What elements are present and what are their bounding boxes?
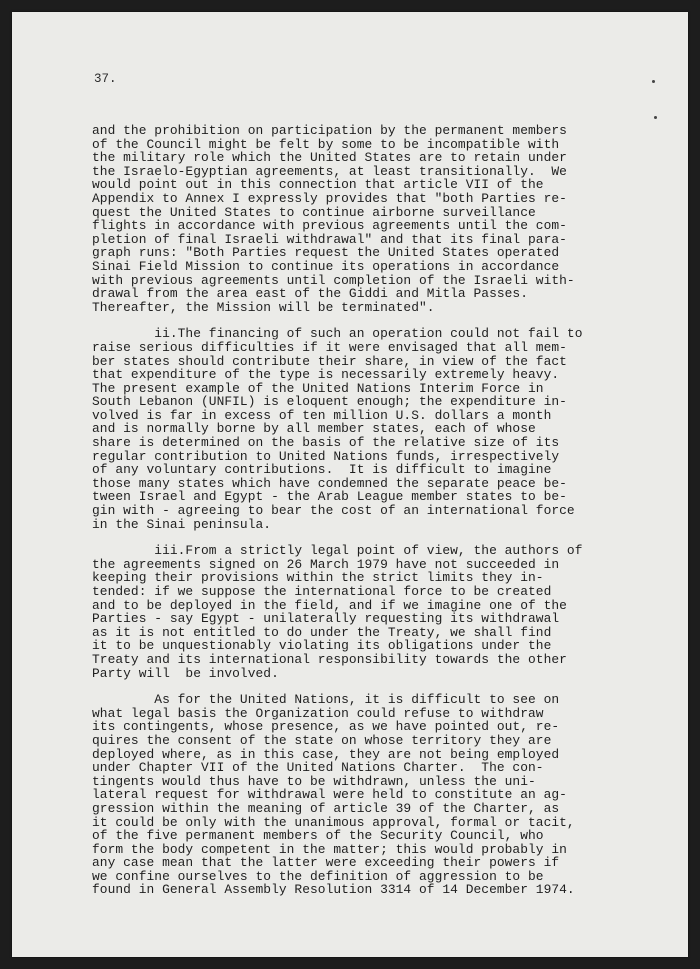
paragraph-1: and the prohibition on participation by the permanent members of the Council might be felt by some to be incompatible with the military role which the United States are to retain under the Israelo-Egyptian agreements, at least transitionally. We would point out in this connection that article VII of the Appendix to Annex I expressly provides that "both Parties re- quest the United States to continue airborne surveillance flights in accordance with previous agreements until the com- pletion of final Israeli withdrawal" and that its final para- graph runs: "Both Parties request the United States operated Sinai Field Mission to continue its operations in accordance with previous agreements until completion of the Israeli with- drawal from the area east of the Giddi and Mitla Passes. Thereafter, the Mission will be terminated".	[92, 123, 575, 315]
page-number: 37.	[94, 72, 117, 86]
margin-mark	[654, 116, 657, 119]
paragraph-4: As for the United Nations, it is difficult to see on what legal basis the Organization could refuse to withdraw its contingents, whose presence, as we have pointed out, re- quires the consent of the state on whose territory they are deployed where, as in this case, they are not being employed under Chapter VII of the United Nations Charter. The con- tingents would thus have to be withdrawn, unless the uni- lateral request for withdrawal were held to constitute an ag- gression within the meaning of article 39 of the Charter, as it could be only with the unanimous approval, formal or tacit, of the five permanent members of the Security Council, who form the body competent in the matter; this would probably in any case mean that the latter were exceeding their powers if we confine ourselves to the definition of aggression to be found in General Assembly Resolution 3314 of 14 December 1974.	[92, 692, 575, 898]
body-text	[92, 124, 632, 910]
document-page	[12, 12, 688, 957]
margin-mark	[652, 80, 655, 83]
paragraph-2: ii.The financing of such an operation could not fail to raise serious difficulties if it were envisaged that all mem- ber states should contribute their share, in view of the fact that expenditure of the type is necessarily extremely heavy. The present example of the United Nations Interim Force in South Lebanon (UNFIL) is eloquent enough; the expenditure in- volved is far in excess of ten million U.S. dollars a month and is normally borne by all member states, each of whose share is determined on the basis of the relative size of its regular contribution to United Nations funds, irrespectively of any voluntary contributions. It is difficult to imagine those many states which have condemned the separate peace be- tween Israel and Egypt - the Arab League member states to be- gin with - agreeing to bear the cost of an international force in the Sinai peninsula.	[92, 326, 583, 532]
paragraph-3: iii.From a strictly legal point of view, the authors of the agreements signed on 26 March 1979 have not succeeded in keeping their provisions within the strict limits they in- tended: if we suppose the international force to be created and to be deployed in the field, and if we imagine one of the Parties - say Egypt - unilaterally requesting its withdrawal as it is not entitled to do under the Treaty, we shall find it to be unquestionably violating its obligations under the Treaty and its international responsibility towards the other Party will be involved.	[92, 543, 583, 681]
